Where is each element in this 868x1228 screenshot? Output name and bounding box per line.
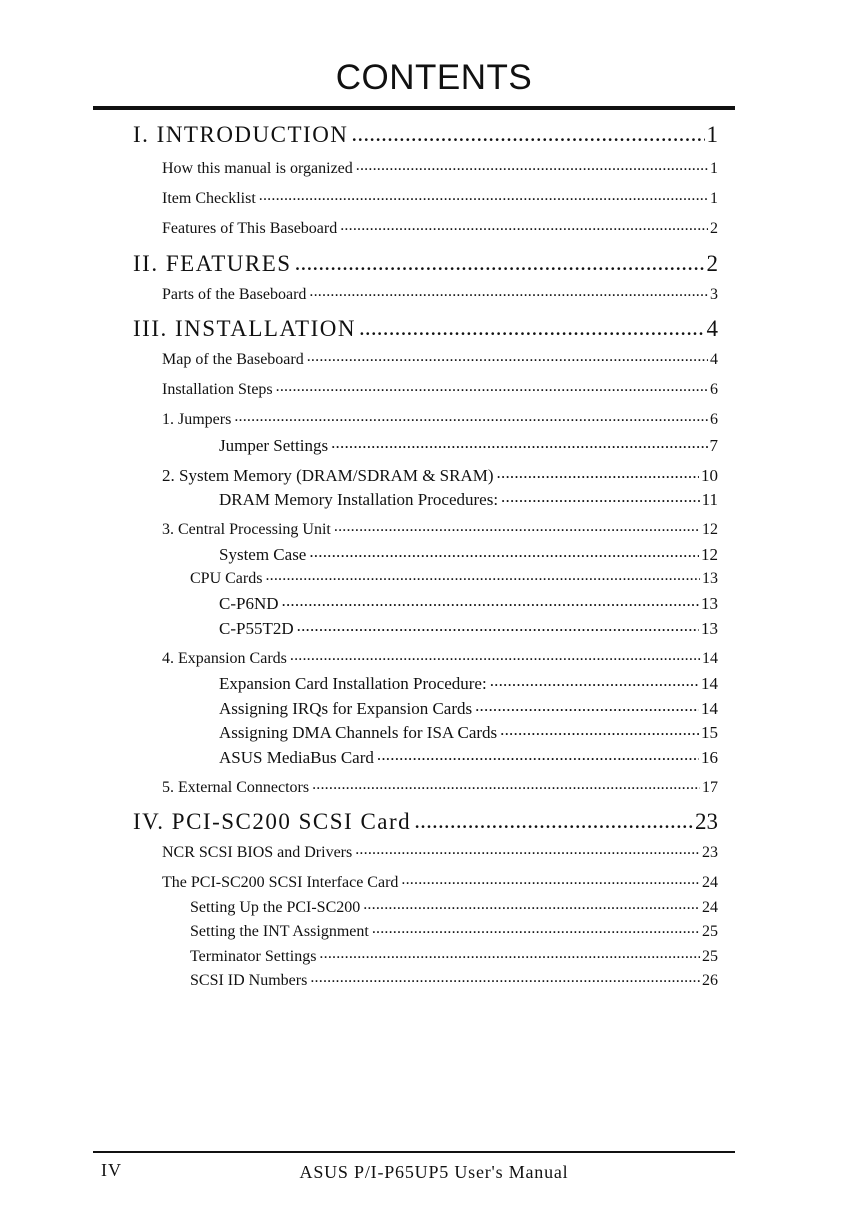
- toc-page: 25: [702, 948, 718, 965]
- toc-entry: [162, 779, 718, 797]
- toc-entry: [162, 650, 718, 668]
- toc-leader: [265, 567, 700, 585]
- toc-entry: [219, 619, 718, 639]
- toc-leader: [356, 157, 708, 175]
- toc-label: Terminator Settings: [190, 948, 317, 965]
- toc-entry: [162, 466, 718, 486]
- toc-label: C-P55T2D: [219, 619, 294, 638]
- toc-label: Item Checklist: [162, 190, 256, 207]
- toc-label: III. INSTALLATION: [133, 316, 356, 341]
- toc-leader: [377, 745, 699, 765]
- toc-label: DRAM Memory Installation Procedures:: [219, 490, 499, 509]
- toc-leader: [359, 315, 705, 341]
- toc-entry: [162, 521, 718, 539]
- toc-entry: [190, 972, 718, 990]
- toc-entry: [162, 160, 718, 178]
- toc-label: Features of This Baseboard: [162, 220, 338, 237]
- toc-leader: [501, 487, 700, 507]
- toc-leader: [295, 250, 705, 276]
- bottom-rule: [93, 1151, 735, 1153]
- toc-label: NCR SCSI BIOS and Drivers: [162, 844, 353, 861]
- toc-leader: [500, 720, 699, 740]
- toc-entry: [162, 874, 718, 892]
- toc-page: 26: [702, 972, 718, 989]
- toc-page: 4: [706, 316, 718, 341]
- toc-label: System Case: [219, 545, 307, 564]
- toc-leader: [497, 463, 699, 483]
- toc-entry: [219, 594, 718, 614]
- toc-label: Map of the Baseboard: [162, 351, 304, 368]
- toc-page: 6: [710, 381, 718, 398]
- toc-label: Installation Steps: [162, 381, 273, 398]
- toc-label: ASUS MediaBus Card: [219, 748, 374, 767]
- toc-entry: [219, 490, 718, 510]
- toc-entry: [190, 899, 718, 917]
- toc-label: CPU Cards: [190, 570, 263, 587]
- toc-entry: [219, 674, 718, 694]
- toc-page: 1: [710, 190, 718, 207]
- toc-page: 14: [702, 650, 718, 667]
- toc-entry: [190, 923, 718, 941]
- toc-page: 15: [701, 723, 718, 742]
- toc-entry: [162, 286, 718, 304]
- toc-page: 14: [701, 699, 718, 718]
- toc-leader: [282, 591, 699, 611]
- toc-page: 2: [706, 251, 718, 276]
- toc-leader: [290, 647, 700, 665]
- toc-label: 1. Jumpers: [162, 411, 232, 428]
- toc-label: SCSI ID Numbers: [190, 972, 308, 989]
- toc-leader: [319, 945, 700, 963]
- toc-leader: [307, 348, 708, 366]
- toc-page: 12: [701, 545, 718, 564]
- toc-leader: [234, 408, 708, 426]
- toc-entry: [162, 844, 718, 862]
- toc-leader: [372, 920, 700, 938]
- toc-entry: [190, 570, 718, 588]
- toc-leader: [490, 671, 699, 691]
- toc-entry: [162, 411, 718, 429]
- toc-page: 4: [710, 351, 718, 368]
- toc-page: 3: [710, 286, 718, 303]
- toc-leader: [297, 616, 699, 636]
- toc-page: 14: [701, 674, 718, 693]
- page-title: CONTENTS: [335, 58, 533, 97]
- toc-page: 1: [706, 122, 718, 147]
- toc-leader: [334, 518, 700, 536]
- toc-page: 10: [701, 466, 718, 485]
- toc-entry: [219, 699, 718, 719]
- toc-page: 23: [695, 809, 718, 834]
- toc-leader: [475, 696, 699, 716]
- toc-page: 16: [701, 748, 718, 767]
- toc-label: Expansion Card Installation Procedure:: [219, 674, 487, 693]
- toc-page: 7: [709, 436, 718, 455]
- toc-label: Assigning IRQs for Expansion Cards: [219, 699, 473, 718]
- toc-page: 12: [702, 521, 718, 538]
- toc-entry: [162, 190, 718, 208]
- toc-leader: [312, 776, 700, 794]
- toc-entry: [190, 948, 718, 966]
- toc-page: 17: [702, 779, 718, 796]
- toc-leader: [309, 283, 708, 301]
- toc-page: 13: [701, 619, 718, 638]
- toc-page: 24: [702, 874, 718, 891]
- toc-page: 25: [702, 923, 718, 940]
- toc-label: Parts of the Baseboard: [162, 286, 307, 303]
- toc-entry: [219, 545, 718, 565]
- toc-page: 11: [701, 490, 718, 509]
- toc-page: 23: [702, 844, 718, 861]
- toc-page: 13: [701, 594, 718, 613]
- toc-label: The PCI-SC200 SCSI Interface Card: [162, 874, 399, 891]
- toc-leader: [259, 187, 708, 205]
- toc-entry: [219, 748, 718, 768]
- toc-entry: [162, 351, 718, 369]
- toc-section: [133, 316, 718, 342]
- toc-page: 13: [702, 570, 718, 587]
- toc-leader: [351, 121, 704, 147]
- toc-page: 1: [710, 160, 718, 177]
- toc-page: 24: [702, 899, 718, 916]
- toc-leader: [363, 896, 700, 914]
- toc-label: C-P6ND: [219, 594, 279, 613]
- toc-label: 4. Expansion Cards: [162, 650, 287, 667]
- toc-section: [133, 809, 718, 835]
- toc-label: I. INTRODUCTION: [133, 122, 349, 147]
- toc-leader: [331, 433, 707, 453]
- toc-label: 2. System Memory (DRAM/SDRAM & SRAM): [162, 466, 494, 485]
- toc-label: 3. Central Processing Unit: [162, 521, 331, 538]
- toc-label: Setting the INT Assignment: [190, 923, 369, 940]
- toc-entry: [219, 436, 718, 456]
- toc-label: How this manual is organized: [162, 160, 353, 177]
- toc-leader: [355, 841, 700, 859]
- footer-page-number: IV: [101, 1160, 122, 1180]
- toc-page: 2: [710, 220, 718, 237]
- toc-label: Setting Up the PCI-SC200: [190, 899, 361, 916]
- toc-label: IV. PCI-SC200 SCSI Card: [133, 809, 412, 834]
- footer-manual-title: ASUS P/I-P65UP5 User's Manual: [299, 1162, 569, 1182]
- toc-label: Assigning DMA Channels for ISA Cards: [219, 723, 498, 742]
- toc-label: 5. External Connectors: [162, 779, 310, 796]
- toc-section: [133, 251, 718, 277]
- toc-section: [133, 122, 718, 148]
- toc-leader: [414, 808, 693, 834]
- toc-entry: [162, 381, 718, 399]
- toc-leader: [309, 542, 699, 562]
- toc-leader: [310, 969, 700, 987]
- toc-page: 6: [710, 411, 718, 428]
- toc-leader: [401, 871, 700, 889]
- toc-leader: [340, 217, 708, 235]
- toc-label: Jumper Settings: [219, 436, 329, 455]
- toc-entry: [219, 723, 718, 743]
- toc-leader: [276, 378, 708, 396]
- toc-entry: [162, 220, 718, 238]
- toc-label: II. FEATURES: [133, 251, 292, 276]
